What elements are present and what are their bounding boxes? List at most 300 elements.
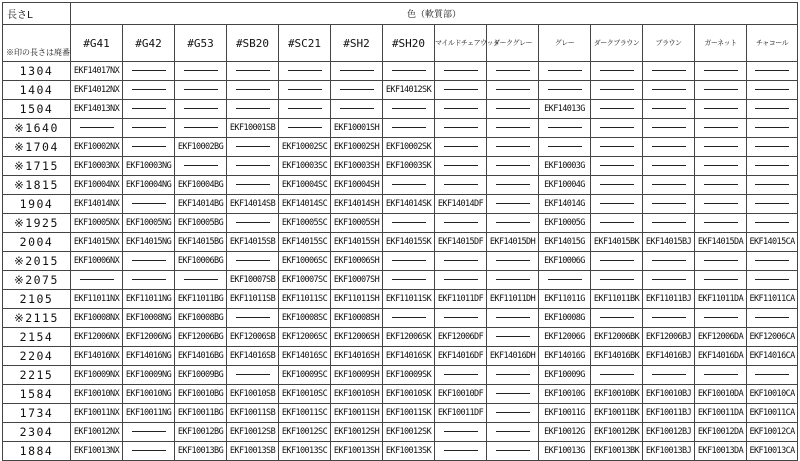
product-code-cell: EKF14016CA — [747, 347, 798, 366]
dash-mark — [444, 450, 478, 451]
unavailable-cell — [435, 423, 487, 442]
length-cell: 2105 — [3, 290, 71, 309]
product-code-cell: EKF14015CA — [747, 233, 798, 252]
unavailable-cell — [747, 119, 798, 138]
unavailable-cell — [279, 119, 331, 138]
dash-mark — [444, 222, 478, 223]
product-code-cell: EKF11011DA — [695, 290, 747, 309]
dash-mark — [496, 260, 530, 261]
unavailable-cell — [747, 157, 798, 176]
product-code-cell: EKF11011BJ — [643, 290, 695, 309]
unavailable-cell — [383, 252, 435, 271]
dash-mark — [132, 450, 166, 451]
dash-mark — [704, 184, 738, 185]
product-code-cell: EKF11011BG — [175, 290, 227, 309]
unavailable-cell — [643, 100, 695, 119]
product-code-cell: EKF10013SC — [279, 442, 331, 461]
unavailable-cell — [331, 62, 383, 81]
dash-mark — [600, 260, 634, 261]
length-cell: ※2075 — [3, 271, 71, 290]
unavailable-cell — [487, 157, 539, 176]
dash-mark — [496, 412, 530, 413]
length-cell: 1584 — [3, 385, 71, 404]
unavailable-cell — [747, 195, 798, 214]
dash-mark — [600, 127, 634, 128]
unavailable-cell — [747, 81, 798, 100]
dash-mark — [496, 184, 530, 185]
product-code-cell: EKF11011SH — [331, 290, 383, 309]
column-header: マイルドチェアウッド — [435, 25, 487, 62]
unavailable-cell — [435, 309, 487, 328]
dash-mark — [755, 108, 789, 109]
product-code-cell: EKF10012BK — [591, 423, 643, 442]
table-row — [3, 404, 798, 423]
product-code-cell: EKF10013SK — [383, 442, 435, 461]
length-note: ※印の長さは廃番 — [3, 25, 71, 62]
product-code-cell: EKF10011SC — [279, 404, 331, 423]
unavailable-cell — [747, 271, 798, 290]
product-code-cell: EKF10005G — [539, 214, 591, 233]
unavailable-cell — [695, 214, 747, 233]
dash-mark — [444, 89, 478, 90]
product-code-cell: EKF14017NX — [71, 62, 123, 81]
dash-mark — [236, 108, 270, 109]
product-code-cell: EKF14014BG — [175, 195, 227, 214]
dash-mark — [755, 89, 789, 90]
column-header: #G42 — [123, 25, 175, 62]
product-code-cell: EKF14016SB — [227, 347, 279, 366]
dash-mark — [652, 184, 686, 185]
length-cell: ※2015 — [3, 252, 71, 271]
unavailable-cell — [71, 119, 123, 138]
dash-mark — [496, 279, 530, 280]
unavailable-cell — [435, 442, 487, 461]
product-code-cell: EKF10013DA — [695, 442, 747, 461]
dash-mark — [184, 70, 218, 71]
dash-mark — [444, 184, 478, 185]
product-code-cell: EKF10005NX — [71, 214, 123, 233]
unavailable-cell — [175, 157, 227, 176]
dash-mark — [236, 146, 270, 147]
unavailable-cell — [279, 81, 331, 100]
product-code-cell: EKF10010SK — [383, 385, 435, 404]
unavailable-cell — [487, 100, 539, 119]
dash-mark — [340, 108, 374, 109]
unavailable-cell — [695, 100, 747, 119]
dash-mark — [444, 374, 478, 375]
dash-mark — [236, 89, 270, 90]
length-cell: ※1715 — [3, 157, 71, 176]
column-header: #G41 — [71, 25, 123, 62]
unavailable-cell — [487, 252, 539, 271]
product-code-cell: EKF10011DA — [695, 404, 747, 423]
unavailable-cell — [695, 195, 747, 214]
product-code-cell: EKF10005NG — [123, 214, 175, 233]
product-code-cell: EKF10010BK — [591, 385, 643, 404]
product-code-cell: EKF10010BG — [175, 385, 227, 404]
dash-mark — [600, 317, 634, 318]
unavailable-cell — [591, 366, 643, 385]
product-code-cell: EKF12006G — [539, 328, 591, 347]
unavailable-cell — [643, 81, 695, 100]
dash-mark — [340, 89, 374, 90]
product-code-cell: EKF11011BK — [591, 290, 643, 309]
dash-mark — [132, 127, 166, 128]
product-code-cell: EKF10005SC — [279, 214, 331, 233]
unavailable-cell — [695, 252, 747, 271]
product-code-cell: EKF11011SB — [227, 290, 279, 309]
product-code-cell: EKF10006BG — [175, 252, 227, 271]
dash-mark — [600, 70, 634, 71]
product-code-cell: EKF12006NG — [123, 328, 175, 347]
dash-mark — [704, 260, 738, 261]
table-row — [3, 233, 798, 252]
product-code-cell: EKF14015NG — [123, 233, 175, 252]
unavailable-cell — [227, 138, 279, 157]
product-code-cell: EKF10010NX — [71, 385, 123, 404]
product-code-cell: EKF11011SK — [383, 290, 435, 309]
unavailable-cell — [695, 62, 747, 81]
unavailable-cell — [643, 214, 695, 233]
unavailable-cell — [435, 81, 487, 100]
product-code-cell: EKF10004SC — [279, 176, 331, 195]
dash-mark — [288, 70, 322, 71]
dash-mark — [236, 70, 270, 71]
product-code-cell: EKF10003SK — [383, 157, 435, 176]
column-header: #SC21 — [279, 25, 331, 62]
unavailable-cell — [487, 423, 539, 442]
length-cell: 2204 — [3, 347, 71, 366]
product-code-cell: EKF14016DF — [435, 347, 487, 366]
product-code-cell: EKF10012NX — [71, 423, 123, 442]
unavailable-cell — [383, 271, 435, 290]
dash-mark — [444, 260, 478, 261]
dash-mark — [444, 165, 478, 166]
unavailable-cell — [71, 271, 123, 290]
unavailable-cell — [487, 195, 539, 214]
product-code-cell: EKF12006SH — [331, 328, 383, 347]
unavailable-cell — [123, 195, 175, 214]
dash-mark — [704, 70, 738, 71]
unavailable-cell — [643, 138, 695, 157]
product-code-cell: EKF10008NG — [123, 309, 175, 328]
length-cell: 1404 — [3, 81, 71, 100]
dash-mark — [600, 146, 634, 147]
table-row — [3, 442, 798, 461]
product-code-cell: EKF10010BJ — [643, 385, 695, 404]
dash-mark — [444, 146, 478, 147]
length-cell: 1884 — [3, 442, 71, 461]
dash-mark — [236, 317, 270, 318]
table-row — [3, 366, 798, 385]
product-code-cell: EKF10002BG — [175, 138, 227, 157]
unavailable-cell — [487, 138, 539, 157]
unavailable-cell — [487, 119, 539, 138]
product-code-cell: EKF11011CA — [747, 290, 798, 309]
dash-mark — [392, 279, 426, 280]
dash-mark — [392, 317, 426, 318]
unavailable-cell — [175, 119, 227, 138]
unavailable-cell — [487, 385, 539, 404]
dash-mark — [704, 108, 738, 109]
product-code-cell: EKF14016SC — [279, 347, 331, 366]
product-code-cell: EKF11011DF — [435, 290, 487, 309]
dash-mark — [236, 222, 270, 223]
unavailable-cell — [539, 119, 591, 138]
product-code-cell: EKF10009SC — [279, 366, 331, 385]
product-code-cell: EKF14016BG — [175, 347, 227, 366]
dash-mark — [755, 70, 789, 71]
dash-mark — [184, 89, 218, 90]
table-row — [3, 271, 798, 290]
header-row-codes — [3, 25, 798, 62]
dash-mark — [600, 184, 634, 185]
dash-mark — [496, 336, 530, 337]
product-code-cell: EKF10003NX — [71, 157, 123, 176]
product-code-cell: EKF10013BJ — [643, 442, 695, 461]
dash-mark — [340, 70, 374, 71]
product-code-cell: EKF10012BJ — [643, 423, 695, 442]
unavailable-cell — [695, 138, 747, 157]
product-code-cell: EKF10008NX — [71, 309, 123, 328]
unavailable-cell — [435, 62, 487, 81]
product-code-cell: EKF10008SC — [279, 309, 331, 328]
product-code-cell: EKF10012SC — [279, 423, 331, 442]
dash-mark — [704, 127, 738, 128]
dash-mark — [755, 374, 789, 375]
length-cell: 2304 — [3, 423, 71, 442]
product-code-cell: EKF10013NX — [71, 442, 123, 461]
product-code-cell: EKF10009SH — [331, 366, 383, 385]
unavailable-cell — [539, 271, 591, 290]
product-code-cell: EKF14012NX — [71, 81, 123, 100]
table-row — [3, 252, 798, 271]
dash-mark — [80, 127, 114, 128]
product-code-cell: EKF10013CA — [747, 442, 798, 461]
product-code-cell: EKF10012SH — [331, 423, 383, 442]
product-code-cell: EKF10010SB — [227, 385, 279, 404]
product-code-cell: EKF12006SC — [279, 328, 331, 347]
unavailable-cell — [591, 62, 643, 81]
dash-mark — [444, 70, 478, 71]
dash-mark — [132, 70, 166, 71]
unavailable-cell — [487, 404, 539, 423]
product-code-cell: EKF10012DA — [695, 423, 747, 442]
unavailable-cell — [227, 252, 279, 271]
product-code-cell: EKF14014NX — [71, 195, 123, 214]
dash-mark — [704, 203, 738, 204]
dash-mark — [600, 222, 634, 223]
product-code-cell: EKF14015SH — [331, 233, 383, 252]
dash-mark — [704, 165, 738, 166]
unavailable-cell — [591, 252, 643, 271]
length-cell: 2004 — [3, 233, 71, 252]
dash-mark — [236, 184, 270, 185]
dash-mark — [652, 165, 686, 166]
dash-mark — [600, 279, 634, 280]
dash-mark — [652, 279, 686, 280]
table-row — [3, 385, 798, 404]
unavailable-cell — [435, 176, 487, 195]
product-code-cell: EKF14014SK — [383, 195, 435, 214]
column-header: #SB20 — [227, 25, 279, 62]
dash-mark — [132, 203, 166, 204]
dash-mark — [755, 146, 789, 147]
product-code-cell: EKF10010DA — [695, 385, 747, 404]
product-code-cell: EKF10010SC — [279, 385, 331, 404]
unavailable-cell — [747, 176, 798, 195]
product-code-cell: EKF10006NX — [71, 252, 123, 271]
product-code-cell: EKF10010G — [539, 385, 591, 404]
length-cell: 2154 — [3, 328, 71, 347]
unavailable-cell — [279, 100, 331, 119]
unavailable-cell — [487, 366, 539, 385]
product-code-cell: EKF11011NX — [71, 290, 123, 309]
product-code-cell: EKF14016NX — [71, 347, 123, 366]
dash-mark — [392, 222, 426, 223]
dash-mark — [444, 127, 478, 128]
product-code-cell: EKF10003NG — [123, 157, 175, 176]
column-header: #SH2 — [331, 25, 383, 62]
product-code-cell: EKF10004SH — [331, 176, 383, 195]
unavailable-cell — [591, 81, 643, 100]
product-code-cell: EKF14015BG — [175, 233, 227, 252]
product-code-cell: EKF10012BG — [175, 423, 227, 442]
dash-mark — [600, 165, 634, 166]
dash-mark — [184, 127, 218, 128]
dash-mark — [80, 279, 114, 280]
product-code-cell: EKF10006SH — [331, 252, 383, 271]
length-cell: ※1640 — [3, 119, 71, 138]
unavailable-cell — [591, 119, 643, 138]
dash-mark — [652, 146, 686, 147]
dash-mark — [496, 127, 530, 128]
product-code-cell: EKF10001SH — [331, 119, 383, 138]
dash-mark — [392, 127, 426, 128]
unavailable-cell — [591, 271, 643, 290]
unavailable-cell — [123, 119, 175, 138]
dash-mark — [496, 393, 530, 394]
unavailable-cell — [643, 176, 695, 195]
unavailable-cell — [487, 214, 539, 233]
unavailable-cell — [539, 138, 591, 157]
dash-mark — [600, 203, 634, 204]
table-row — [3, 328, 798, 347]
unavailable-cell — [383, 119, 435, 138]
dash-mark — [496, 165, 530, 166]
unavailable-cell — [123, 252, 175, 271]
product-code-cell: EKF10011SK — [383, 404, 435, 423]
unavailable-cell — [747, 214, 798, 233]
dash-mark — [548, 146, 582, 147]
product-code-cell: EKF10011SH — [331, 404, 383, 423]
dash-mark — [755, 317, 789, 318]
product-code-cell: EKF14015BK — [591, 233, 643, 252]
unavailable-cell — [487, 271, 539, 290]
product-code-cell: EKF14016SH — [331, 347, 383, 366]
product-code-cell: EKF10004NG — [123, 176, 175, 195]
unavailable-cell — [383, 176, 435, 195]
product-code-cell: EKF10007SB — [227, 271, 279, 290]
product-code-cell: EKF10011DF — [435, 404, 487, 423]
dash-mark — [548, 279, 582, 280]
unavailable-cell — [591, 214, 643, 233]
dash-mark — [755, 260, 789, 261]
unavailable-cell — [643, 309, 695, 328]
unavailable-cell — [643, 195, 695, 214]
column-header: グレー — [539, 25, 591, 62]
unavailable-cell — [435, 366, 487, 385]
product-code-cell: EKF14015NX — [71, 233, 123, 252]
unavailable-cell — [695, 271, 747, 290]
dash-mark — [444, 108, 478, 109]
product-code-cell: EKF10008BG — [175, 309, 227, 328]
dash-mark — [548, 70, 582, 71]
unavailable-cell — [643, 62, 695, 81]
unavailable-cell — [175, 81, 227, 100]
unavailable-cell — [123, 423, 175, 442]
dash-mark — [652, 89, 686, 90]
header-row-top — [3, 3, 798, 25]
product-code-cell: EKF10013BK — [591, 442, 643, 461]
table-row — [3, 290, 798, 309]
product-code-cell: EKF12006BJ — [643, 328, 695, 347]
dash-mark — [288, 89, 322, 90]
table-row — [3, 157, 798, 176]
product-code-table-wrapper — [2, 2, 798, 461]
dash-mark — [132, 260, 166, 261]
dash-mark — [132, 146, 166, 147]
unavailable-cell — [695, 81, 747, 100]
product-code-cell: EKF10013BG — [175, 442, 227, 461]
unavailable-cell — [227, 309, 279, 328]
dash-mark — [652, 203, 686, 204]
unavailable-cell — [331, 81, 383, 100]
unavailable-cell — [747, 100, 798, 119]
dash-mark — [652, 222, 686, 223]
product-code-cell: EKF10007SC — [279, 271, 331, 290]
length-cell: 1304 — [3, 62, 71, 81]
product-code-cell: EKF14015SB — [227, 233, 279, 252]
unavailable-cell — [591, 138, 643, 157]
product-code-cell: EKF10005SH — [331, 214, 383, 233]
length-cell: ※1925 — [3, 214, 71, 233]
dash-mark — [444, 317, 478, 318]
product-code-cell: EKF14014SB — [227, 195, 279, 214]
product-code-cell: EKF14016SK — [383, 347, 435, 366]
table-row — [3, 195, 798, 214]
unavailable-cell — [383, 100, 435, 119]
unavailable-cell — [123, 138, 175, 157]
product-code-cell: EKF10013SB — [227, 442, 279, 461]
unavailable-cell — [695, 309, 747, 328]
unavailable-cell — [747, 138, 798, 157]
product-code-cell: EKF10013SH — [331, 442, 383, 461]
dash-mark — [496, 374, 530, 375]
product-code-cell: EKF14015DF — [435, 233, 487, 252]
dash-mark — [288, 127, 322, 128]
unavailable-cell — [487, 81, 539, 100]
product-code-cell: EKF10008G — [539, 309, 591, 328]
dash-mark — [496, 146, 530, 147]
unavailable-cell — [591, 157, 643, 176]
dash-mark — [652, 127, 686, 128]
unavailable-cell — [747, 62, 798, 81]
column-header: ガーネット — [695, 25, 747, 62]
product-code-cell: EKF11011NG — [123, 290, 175, 309]
table-row — [3, 423, 798, 442]
product-code-cell: EKF11011SC — [279, 290, 331, 309]
